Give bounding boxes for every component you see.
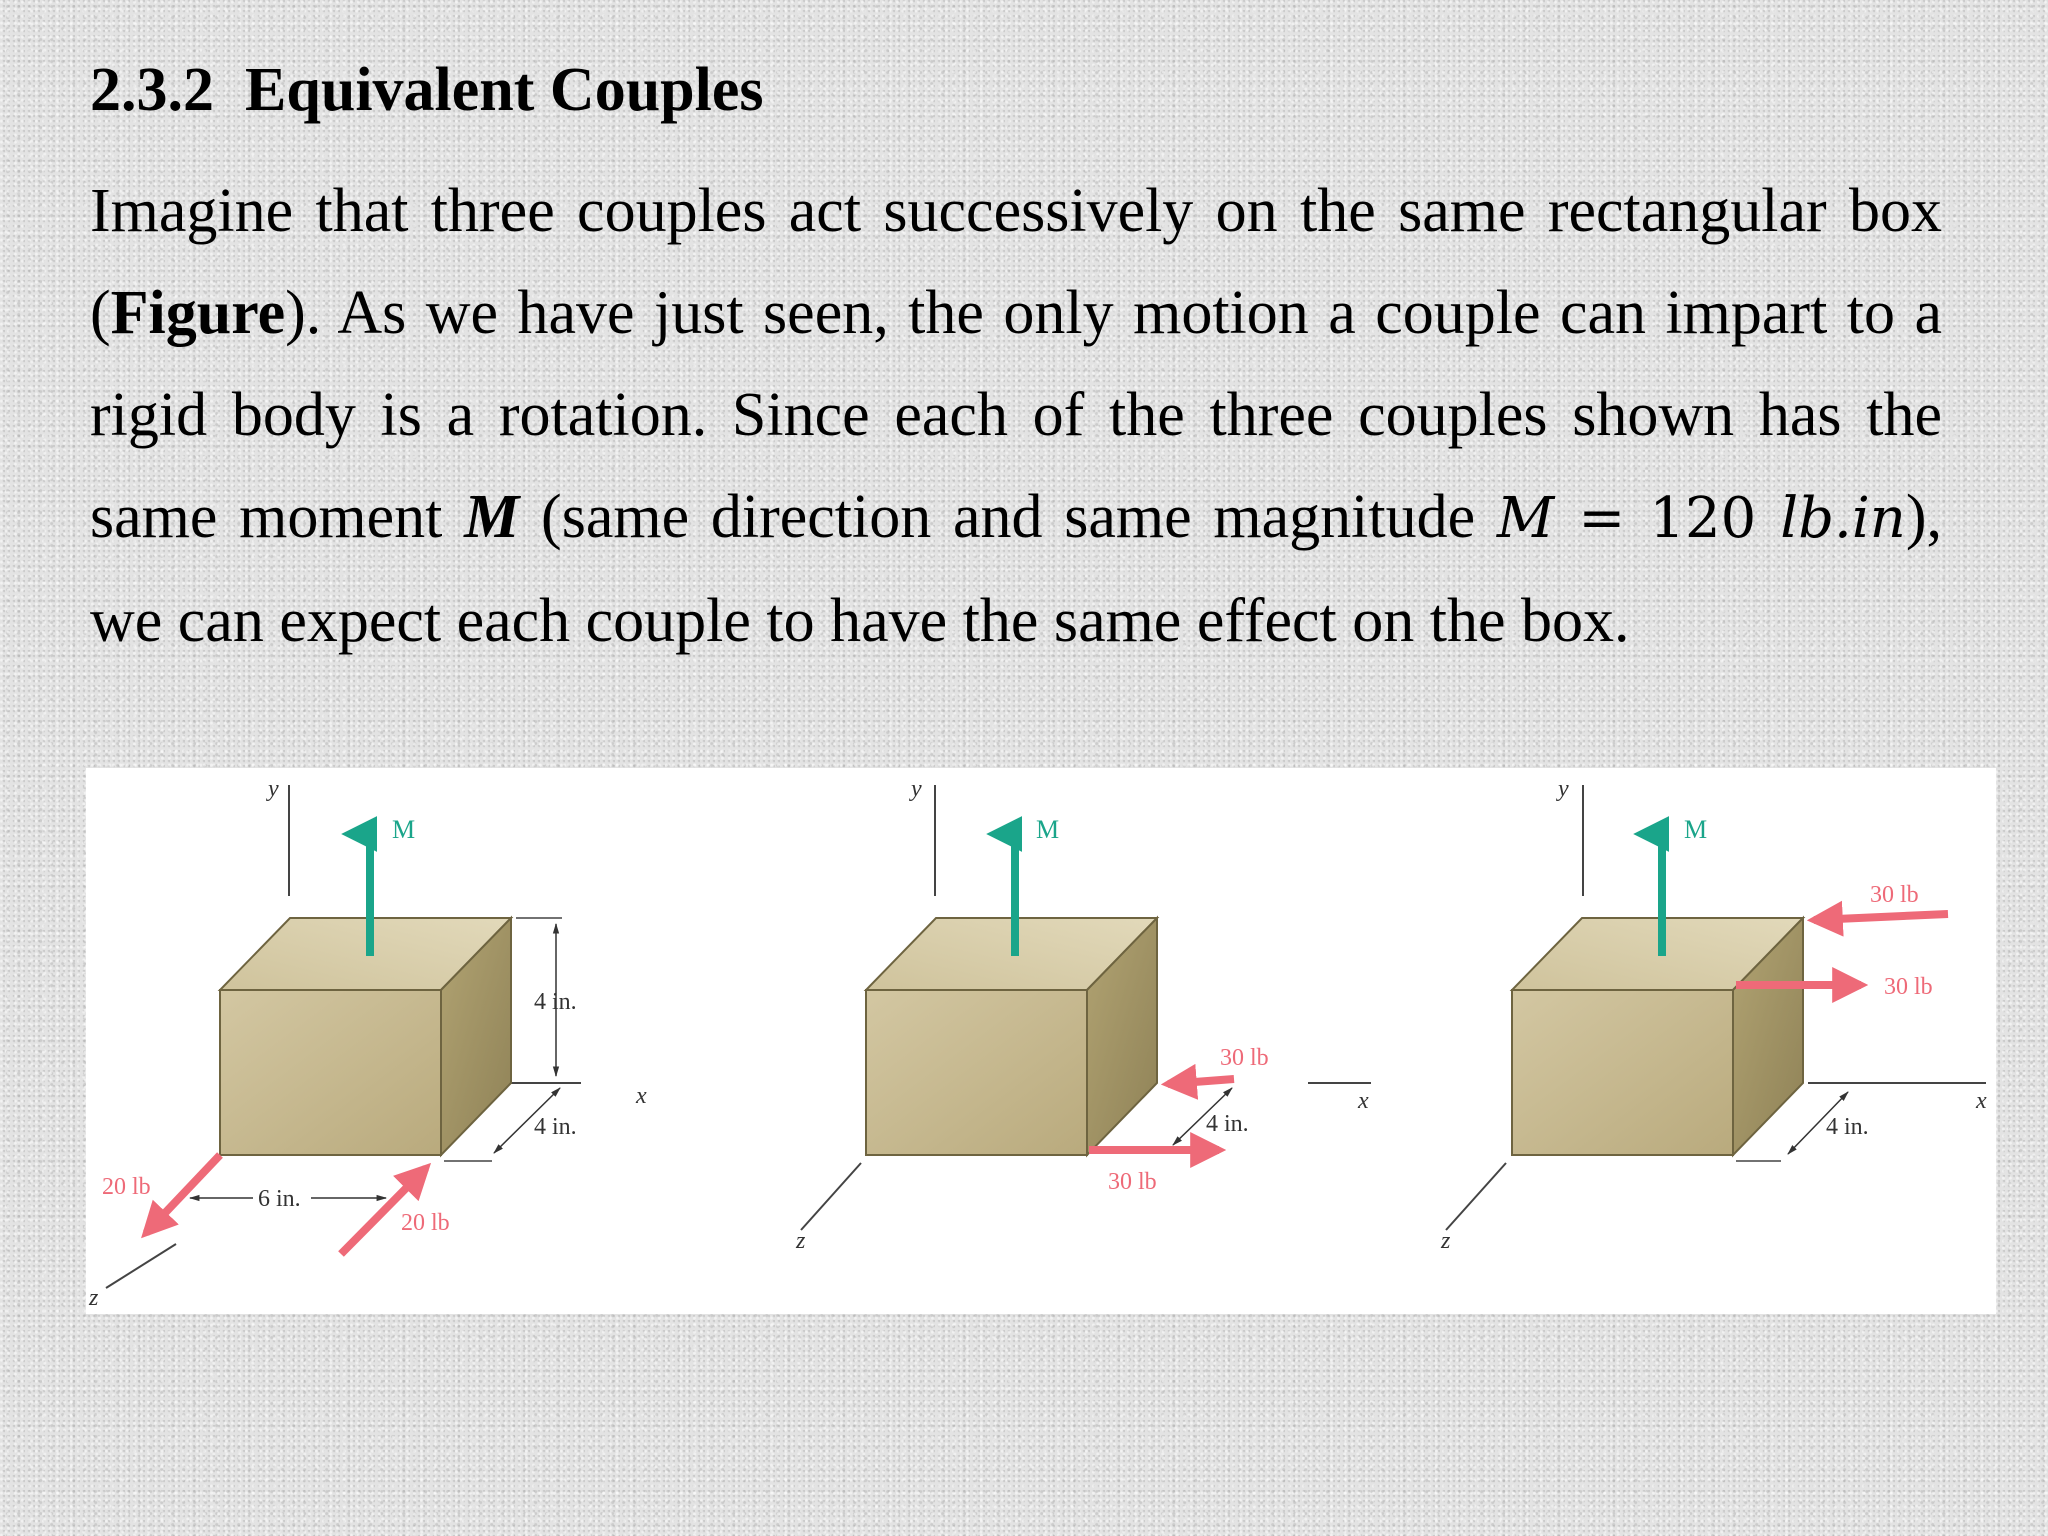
force-left-label: 20 lb — [102, 1174, 151, 1200]
z-axis-label: z — [89, 1285, 99, 1311]
force-right-label: 20 lb — [401, 1210, 450, 1236]
force-bottom-label: 30 lb — [1108, 1169, 1157, 1195]
figure-svg — [86, 768, 1996, 1314]
z-axis — [1446, 1163, 1506, 1230]
z-axis-label: z — [796, 1228, 806, 1254]
y-axis-label: y — [1558, 776, 1569, 802]
force-top-label: 30 lb — [1870, 882, 1919, 908]
x-axis-label: x — [1358, 1088, 1369, 1114]
z-axis — [801, 1163, 861, 1230]
force-top-label: 30 lb — [1220, 1045, 1269, 1071]
moment-label: M — [1036, 815, 1060, 844]
box-front-face — [1512, 990, 1733, 1155]
section-number: 2.3.2 — [90, 56, 214, 124]
x-axis-label: x — [636, 1083, 647, 1109]
force-top-arrow — [1168, 1079, 1234, 1084]
width-dim-label: 6 in. — [258, 1186, 301, 1212]
panel-3 — [1440, 776, 1987, 1254]
depth-dim-label: 4 in. — [1206, 1111, 1249, 1137]
moment-label: M — [392, 815, 416, 844]
z-axis — [106, 1244, 176, 1288]
moment-symbol: M — [464, 483, 520, 551]
depth-dim-label: 4 in. — [534, 1114, 577, 1140]
figure-reference: Figure — [110, 279, 286, 347]
body-paragraph: Imagine that three couples act successively on the same rectangular box (Figure). As we have just seen, the only motion a couple can impart to a rigid body is a rotation. Since each of the three couples shown has the same moment M (same direction and same magnitude M = 120 lb.in), we can expect each couple to have the same effect on the box. — [90, 177, 1942, 655]
force-top-arrow — [1814, 914, 1948, 920]
force-left-arrow — [146, 1155, 220, 1233]
moment-label: M — [1684, 815, 1708, 844]
y-axis-label: y — [911, 776, 922, 802]
math-unit: lb.in — [1780, 486, 1906, 551]
equivalent-couples-figure — [86, 768, 1996, 1314]
math-equals: = 120 — [1554, 486, 1781, 551]
box-front-face — [220, 990, 441, 1155]
x-axis-label: x — [1976, 1088, 1987, 1114]
height-dim-label: 4 in. — [534, 989, 577, 1015]
section-heading — [90, 50, 764, 130]
box-front-face — [866, 990, 1087, 1155]
panel-1 — [88, 776, 647, 1311]
panel-2 — [795, 776, 1371, 1254]
force-bottom-label: 30 lb — [1884, 974, 1933, 1000]
depth-dim-label: 4 in. — [1826, 1114, 1869, 1140]
section-title: Equivalent Couples — [245, 56, 764, 124]
z-axis-label: z — [1441, 1228, 1451, 1254]
y-axis-label: y — [268, 776, 279, 802]
math-M: M — [1496, 486, 1555, 551]
